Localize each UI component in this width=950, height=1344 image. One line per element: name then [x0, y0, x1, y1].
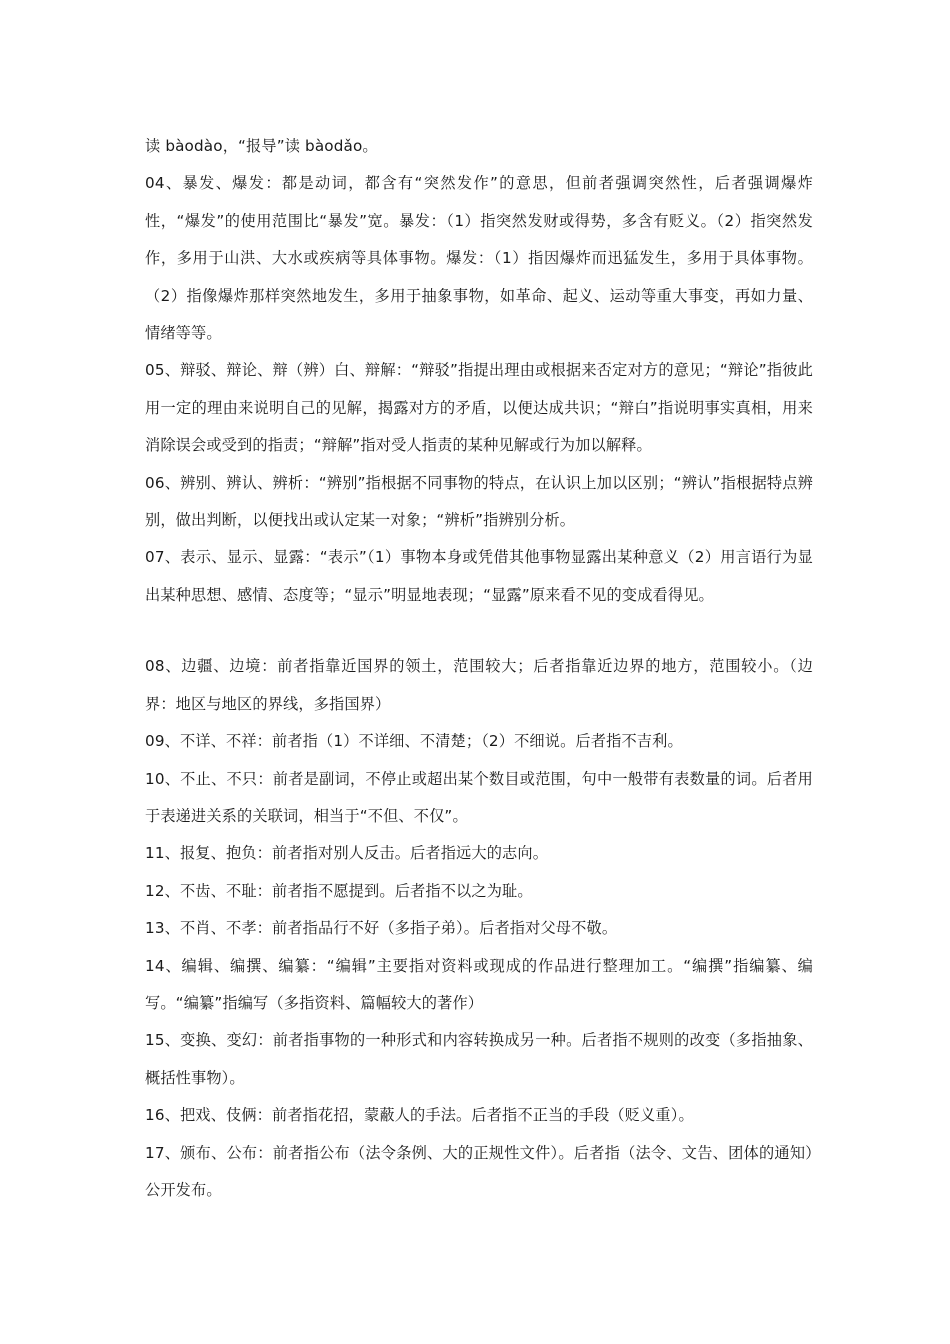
- paragraph-entry-12: 12、不齿、不耻：前者指不愿提到。后者指不以之为耻。: [145, 881, 533, 900]
- paragraph-entry-05: 05、辩驳、辩论、辩（辨）白、辩解：“辩驳”指提出理由或根据来否定对方的意见；“辩论”指彼此用一定的理由来说明自己的见解，揭露对方的矛盾，以便达成共识；“辩白”指说明事实真相，用来消除误会或受到的指责；“辩解”指对受人指责的某种见解或行为加以解释。: [145, 361, 813, 455]
- paragraph-entry-09: 09、不详、不祥：前者指（1）不详细、不清楚；（2）不细说。后者指不吉利。: [145, 732, 683, 751]
- paragraph-entry-11: 11、报复、抱负：前者指对别人反击。后者指远大的志向。: [145, 844, 549, 863]
- paragraph-entry-06: 06、辨别、辨认、辨析：“辨别”指根据不同事物的特点，在认识上加以区别；“辨认”指根据特点辨别，做出判断，以便找出或认定某一对象；“辨析”指辨别分析。: [145, 473, 813, 530]
- paragraph-entry-08: 08、边疆、边境：前者指靠近国界的领土，范围较大；后者指靠近边界的地方，范围较小。（边界：地区与地区的界线，多指国界）: [145, 657, 813, 713]
- paragraph-entry-10: 10、不止、不只：前者是副词，不停止或超出某个数目或范围，句中一般带有表数量的词。后者用于表递进关系的关联词，相当于“不但、不仅”。: [145, 769, 813, 825]
- paragraph-entry-04: 04、暴发、爆发：都是动词，都含有“突然发作”的意思，但前者强调突然性，后者强调爆炸性，“爆发”的使用范围比“暴发”宽。暴发：（1）指突然发财或得势，多含有贬义。（2）指突然发作，多用于山洪、大水或疾病等具体事物。爆发：（1）指因爆炸而迅猛发生，多用于具体事物。（2）指像爆炸那样突然地发生，多用于抽象事物，如革命、起义、运动等重大事变，再如力量、情绪等等。: [145, 174, 813, 343]
- paragraph-entry-16: 16、把戏、伎俩：前者指花招，蒙蔽人的手法。后者指不正当的手段（贬义重）。: [145, 1106, 694, 1125]
- paragraph-entry-13: 13、不肖、不孝：前者指品行不好（多指子弟）。后者指对父母不敬。: [145, 919, 618, 938]
- paragraph-entry-17: 17、颁布、公布：前者指公布（法令条例、大的正规性文件）。后者指（法令、文告、团体的通知）公开发布。: [145, 1143, 813, 1199]
- paragraph-spacer: [145, 614, 813, 648]
- paragraph-entry-14: 14、编辑、编撰、编纂：“编辑”主要指对资料或现成的作品进行整理加工。“编撰”指编纂、编写。“编纂”指编写（多指资料、篇幅较大的著作）: [145, 956, 813, 1012]
- paragraph-entry-07: 07、表示、显示、显露：“表示”（1）事物本身或凭借其他事物显露出某种意义（2）用言语行为显出某种思想、感情、态度等；“显示”明显地表现；“显露”原来看不见的变成看得见。: [145, 548, 813, 604]
- document-body: [145, 128, 813, 1209]
- paragraph-pronunciation-note: 读 bàodào，“报导”读 bàodǎo。: [145, 137, 378, 155]
- paragraph-entry-15: 15、变换、变幻：前者指事物的一种形式和内容转换成另一种。后者指不规则的改变（多指抽象、概括性事物）。: [145, 1031, 813, 1087]
